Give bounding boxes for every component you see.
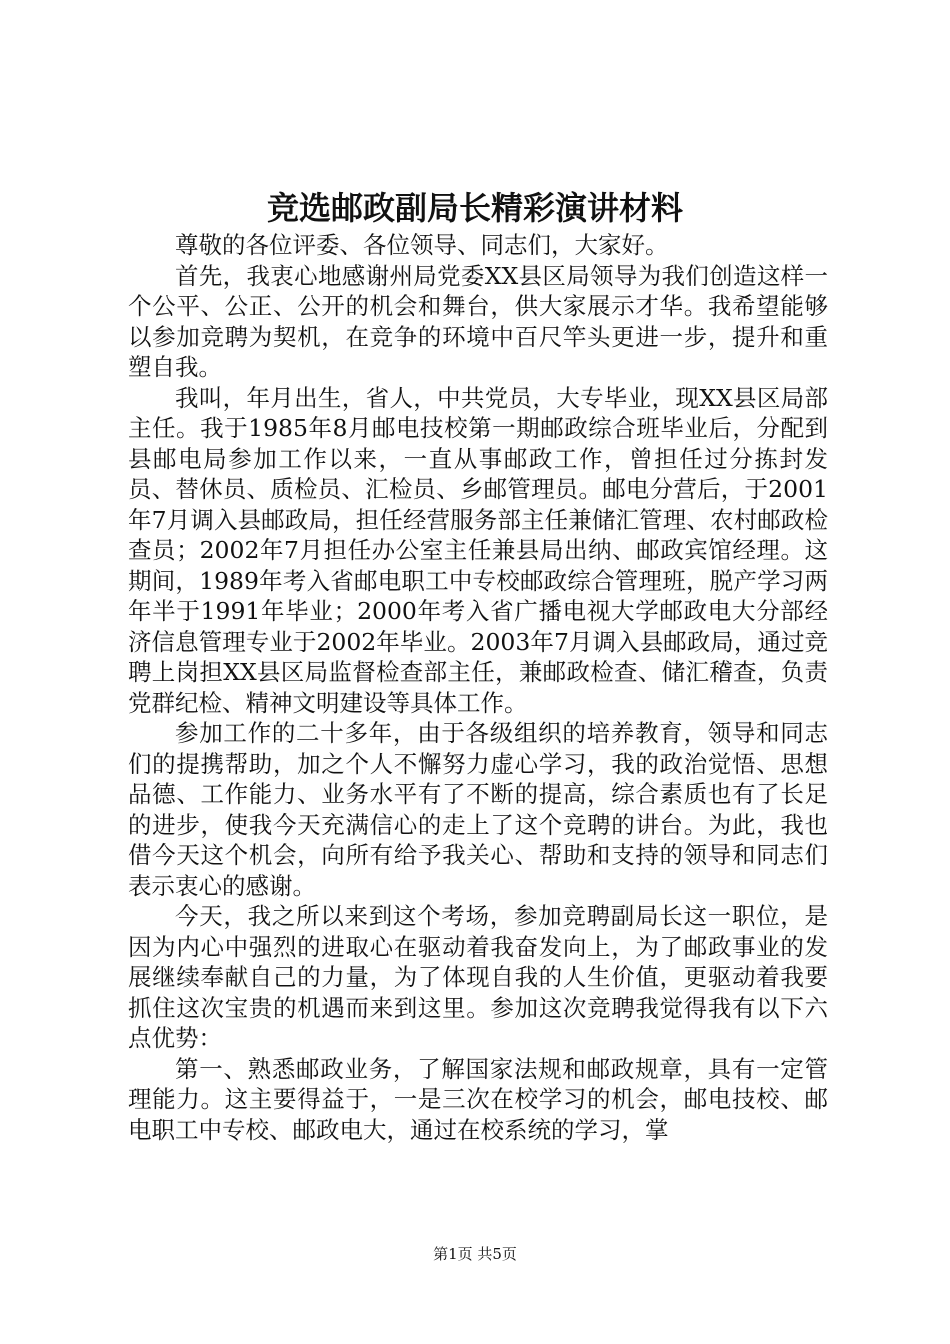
document-title: 竞选邮政副局长精彩演讲材料 bbox=[266, 189, 683, 227]
paragraph-background: 我叫，年月出生，省人，中共党员，大专毕业，现XX县区局部主任。我于1985年8月邮电技校第一期邮政综合班毕业后，分配到县邮电局参加工作以来，一直从事邮政工作，曾担任过分拣封发员、替休员、质检员、汇检员、乡邮管理员。邮电分营后，于2001年7月调入县邮政局，担任经营服务部主任兼储汇管理、农村邮政检查员；2002年7月担任办公室主任兼县局出纳、邮政宾馆经理。这期间，1989年考入省邮电职工中专校邮政综合管理班，脱产学习两年半于1991年毕业；2000年考入省广播电视大学邮政电大分部经济信息管理专业于2002年毕业。2003年7月调入县邮政局，通过竞聘上岗担XX县区局监督检查部主任，兼邮政检查、储汇稽查，负责党群纪检、精神文明建设等具体工作。 bbox=[128, 383, 828, 717]
paragraph-motivation: 今天，我之所以来到这个考场，参加竞聘副局长这一职位，是因为内心中强烈的进取心在驱动着我奋发向上，为了邮政事业的发展继续奉献自己的力量，为了体现自我的人生价值，更驱动着我要抓住这次宝贵的机遇而来到这里。参加这次竞聘我觉得我有以下六点优势： bbox=[128, 902, 828, 1052]
page-footer: 第1页 共5页 bbox=[433, 1245, 517, 1263]
paragraph-thanks: 首先，我衷心地感谢州局党委XX县区局领导为我们创造这样一个公平、公正、公开的机会和舞台，供大家展示才华。我希望能够以参加竞聘为契机，在竞争的环境中百尺竿头更进一步，提升和重塑自我。 bbox=[128, 261, 828, 381]
document-body bbox=[128, 230, 828, 1145]
paragraph-advantage-one: 第一、熟悉邮政业务，了解国家法规和邮政规章，具有一定管理能力。这主要得益于，一是三次在校学习的机会，邮电技校、邮电职工中专校、邮政电大，通过在校系统的学习，掌 bbox=[128, 1054, 828, 1144]
paragraph-greeting: 尊敬的各位评委、各位领导、同志们，大家好。 bbox=[175, 231, 669, 259]
paragraph-growth: 参加工作的二十多年，由于各级组织的培养教育，领导和同志们的提携帮助，加之个人不懈努力虚心学习，我的政治觉悟、思想品德、工作能力、业务水平有了不断的提高，综合素质也有了长足的进步，使我今天充满信心的走上了这个竞聘的讲台。为此，我也借今天这个机会，向所有给予我关心、帮助和支持的领导和同志们表示衷心的感谢。 bbox=[128, 719, 828, 900]
